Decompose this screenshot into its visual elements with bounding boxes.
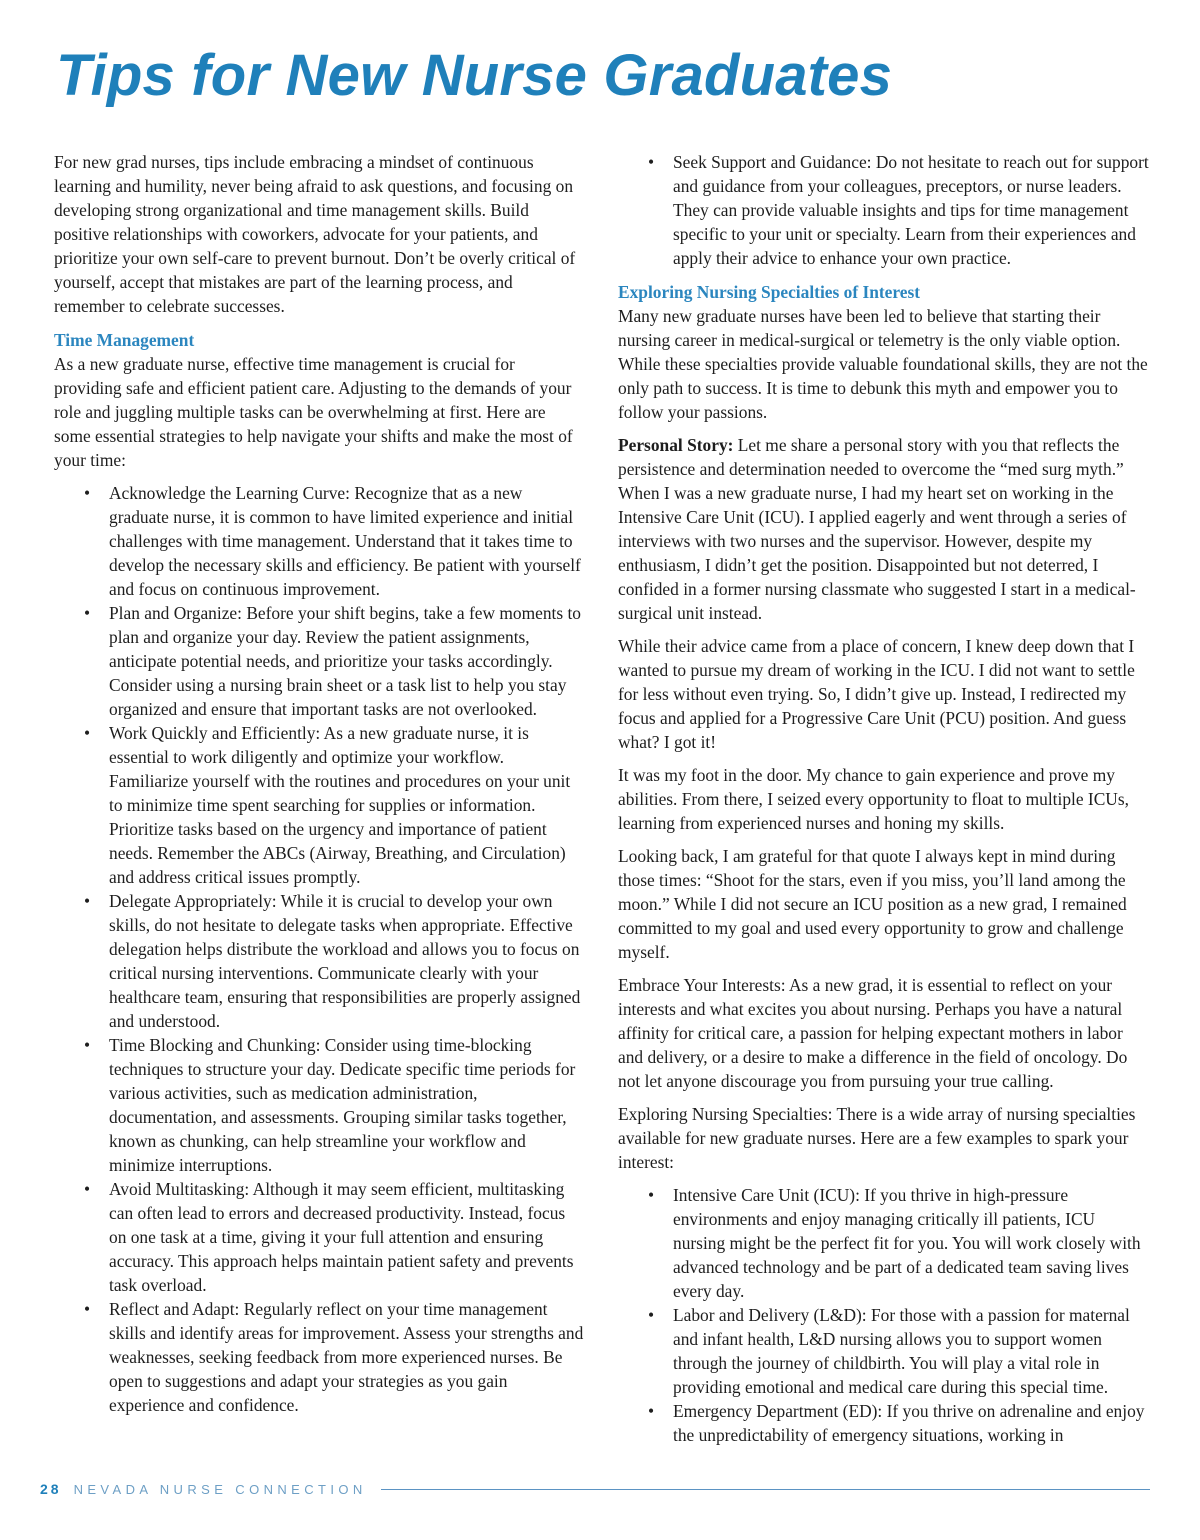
exploring-specialties-paragraph: Exploring Nursing Specialties: There is a wide array of nursing specialties available for new graduate nurses. Here are a few examples to spark your interest: — [618, 1104, 1136, 1172]
list-item: • Emergency Department (ED): If you thrive on adrenaline and enjoy the unpredictability of emergency situations, working in — [618, 1399, 1150, 1447]
footer-divider — [381, 1489, 1150, 1490]
page-title: Tips for New Nurse Graduates — [56, 43, 893, 108]
page-footer — [40, 1478, 1150, 1500]
list-item: • Acknowledge the Learning Curve: Recognize that as a new graduate nurse, it is common to have limited experience and initial challenges with time management. Understand that it takes time to develop the necessary skills and efficiency. Be patient with yourself and focus on continuous improvement. — [54, 481, 586, 601]
personal-story-label: Personal Story: — [618, 435, 734, 455]
looking-back-paragraph: Looking back, I am grateful for that quote I always kept in mind during those times: “Shoot for the stars, even if you miss, you’ll land among the moon.” While I did not secure an ICU position as a new grad, I remained committed to my goal and used every opportunity to grow and challenge myself. — [618, 846, 1127, 962]
right-column — [618, 150, 1150, 1456]
personal-story-text: Let me share a personal story with you that reflects the persistence and determination needed to overcome the “med surg myth.” When I was a new graduate nurse, I had my heart set on working in the Intensive Care Unit (ICU). I applied eagerly and went through a series of interviews with two nurses and the supervisor. However, despite my enthusiasm, I didn’t get the position. Disappointed but not deterred, I confided in a former nursing classmate who suggested I start in a medical-surgical unit instead. — [618, 435, 1136, 623]
list-item: • Time Blocking and Chunking: Consider using time-blocking techniques to structure your day. Dedicate specific time periods for various activities, such as medication administration, documentation, and assessments. Grouping similar tasks together, known as chunking, can help streamline your workflow and minimize interruptions. — [54, 1033, 586, 1177]
list-item: • Labor and Delivery (L&D): For those with a passion for maternal and infant health, L&D nursing allows you to support women through the journey of childbirth. You will play a vital role in providing emotional and medical care during this special time. — [618, 1303, 1150, 1399]
list-item: • Avoid Multitasking: Although it may seem efficient, multitasking can often lead to errors and decreased productivity. Instead, focus on one task at a time, giving it your full attention and ensuring accuracy. This approach helps maintain patient safety and prevents task overload. — [54, 1177, 586, 1297]
list-item: • Reflect and Adapt: Regularly reflect on your time management skills and identify areas for improvement. Assess your strengths and weaknesses, seeking feedback from more experienced nurses. Be open to suggestions and adapt your strategies as you gain experience and confidence. — [54, 1297, 586, 1417]
time-management-intro: As a new graduate nurse, effective time management is crucial for providing safe and efficient patient care. Adjusting to the demands of your role and juggling multiple tasks can be overwhelming at first. Here are some essential strategies to help navigate your shifts and make the most of your time: — [54, 354, 573, 470]
foot-in-door-paragraph: It was my foot in the door. My chance to gain experience and prove my abilities. From there, I seized every opportunity to float to multiple ICUs, learning from experienced nurses and honing my skills. — [618, 765, 1129, 833]
time-management-heading: Time Management — [54, 330, 195, 350]
intro-paragraph: For new grad nurses, tips include embracing a mindset of continuous learning and humility, never being afraid to ask questions, and focusing on developing strong organizational and time management skills. Build positive relationships with coworkers, advocate for your patients, and prioritize your own self-care to prevent burnout. Don’t be overly critical of yourself, accept that mistakes are part of the learning process, and remember to celebrate successes. — [54, 152, 576, 316]
advice-paragraph: While their advice came from a place of concern, I knew deep down that I wanted to pursue my dream of working in the ICU. I did not want to settle for less without even trying. So, I didn’t give up. Instead, I redirected my focus and applied for a Progressive Care Unit (PCU) position. And guess what? I got it! — [618, 636, 1135, 752]
specialties-heading: Exploring Nursing Specialties of Interest — [618, 282, 921, 302]
support-list — [618, 150, 1150, 270]
list-item: • Delegate Appropriately: While it is crucial to develop your own skills, do not hesitate to delegate tasks when appropriate. Effective delegation helps distribute the workload and allows you to focus on critical nursing interventions. Communicate clearly with your healthcare team, ensuring that responsibilities are properly assigned and understood. — [54, 889, 586, 1033]
embrace-interests-paragraph: Embrace Your Interests: As a new grad, it is essential to reflect on your interests and what excites you about nursing. Perhaps you have a natural affinity for critical care, a passion for helping expectant mothers in labor and delivery, or a desire to make a difference in the field of oncology. Do not let anyone discourage you from pursuing your true calling. — [618, 975, 1128, 1091]
specialty-list — [618, 1183, 1150, 1447]
list-item: • Seek Support and Guidance: Do not hesitate to reach out for support and guidance from your colleagues, preceptors, or nurse leaders. They can provide valuable insights and tips for time management specific to your unit or specialty. Learn from their experiences and apply their advice to enhance your own practice. — [618, 150, 1150, 270]
list-item: • Plan and Organize: Before your shift begins, take a few moments to plan and organize your day. Review the patient assignments, anticipate potential needs, and prioritize your tasks accordingly. Consider using a nursing brain sheet or a task list to help you stay organized and ensure that important tasks are not overlooked. — [54, 601, 586, 721]
time-management-list — [54, 481, 586, 1417]
left-column — [54, 150, 586, 1426]
list-item: • Intensive Care Unit (ICU): If you thrive in high-pressure environments and enjoy managing critically ill patients, ICU nursing might be the perfect fit for you. You will work closely with advanced technology and be part of a dedicated team saving lives every day. — [618, 1183, 1150, 1303]
personal-story-paragraph — [618, 433, 1150, 625]
specialties-intro: Many new graduate nurses have been led to believe that starting their nursing career in medical-surgical or telemetry is the only viable option. While these specialties provide valuable foundational skills, they are not the only path to success. It is time to debunk this myth and empower you to follow your passions. — [618, 306, 1148, 422]
publication-name: NEVADA NURSE CONNECTION — [73, 1481, 367, 1497]
list-item: • Work Quickly and Efficiently: As a new graduate nurse, it is essential to work diligently and optimize your workflow. Familiarize yourself with the routines and procedures on your unit to minimize time spent searching for supplies or information. Prioritize tasks based on the urgency and importance of patient needs. Remember the ABCs (Airway, Breathing, and Circulation) and address critical issues promptly. — [54, 721, 586, 889]
page-number: 28 — [40, 1481, 62, 1497]
